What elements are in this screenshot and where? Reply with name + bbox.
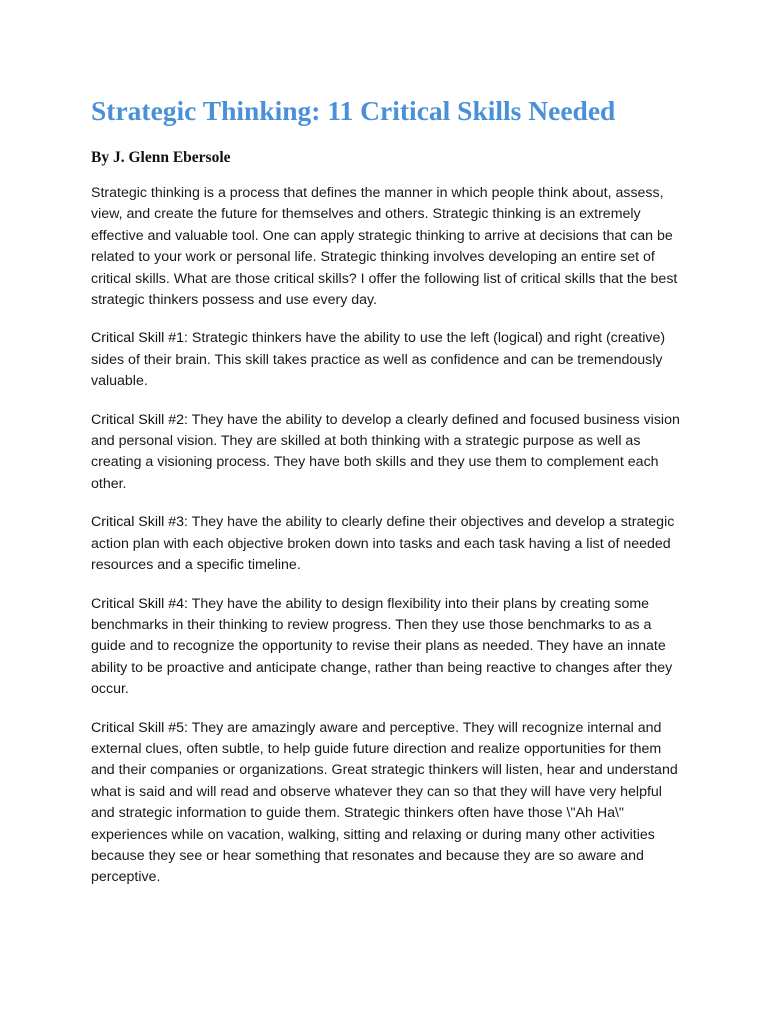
document-title: Strategic Thinking: 11 Critical Skills Needed: [91, 95, 616, 126]
critical-skill-text: Strategic thinkers have the ability to use the left (logical) and right (creative) sides of their brain. This skill takes practice as well as confidence and can be tremendously valuable.: [91, 330, 666, 390]
critical-skill-text: They have the ability to clearly define their objectives and develop a strategic action plan with each objective broken down into tasks and each task having a list of needed resources and a specific timeline.: [91, 514, 675, 574]
intro-paragraph: Strategic thinking is a process that defines the manner in which people think about, assess, view, and create the future for themselves and others. Strategic thinking is an extremely effective and valuable tool. One can apply strategic thinking to arrive at decisions that can be related to your work or personal life. Strategic thinking involves developing an entire set of critical skills. What are those critical skills? I offer the following list of critical skills that the best strategic thinkers possess and use every day.: [91, 185, 678, 309]
critical-skill-label: Critical Skill #2:: [91, 411, 188, 428]
critical-skill-label: Critical Skill #3:: [91, 514, 188, 531]
critical-skill-paragraph: [91, 718, 687, 889]
critical-skill-text: They have the ability to develop a clearly defined and focused business vision and personal vision. They are skilled at both thinking with a strategic purpose as well as creating a visioning process. They have both skills and they use them to complement each other.: [91, 411, 680, 492]
critical-skill-label: Critical Skill #5:: [91, 719, 188, 736]
critical-skill-paragraph: [91, 512, 687, 576]
critical-skill-paragraph: [91, 594, 687, 701]
document-body: [91, 183, 687, 906]
author-byline: By J. Glenn Ebersole: [91, 149, 231, 166]
critical-skill-paragraph: [91, 328, 687, 392]
critical-skill-text: They are amazingly aware and perceptive. They will recognize internal and external clues, often subtle, to help guide future direction and realize opportunities for them and their companies or organizations. Great strategic thinkers will listen, hear and understand what is said and will read and observe whatever they can so that they will have very helpful and strategic information to guide them. Strategic thinkers often have those \"Ah Ha\" experiences while on vacation, walking, sitting and relaxing or during many other activities because they see or hear something that resonates and because they are so aware and perceptive.: [91, 719, 678, 886]
critical-skill-text: They have the ability to design flexibility into their plans by creating some benchmarks in their thinking to review progress. Then they use those benchmarks to as a guide and to recognize the opportunity to revise their plans as needed. They have an innate ability to be proactive and anticipate change, rather than being reactive to changes after they occur.: [91, 595, 673, 698]
critical-skill-label: Critical Skill #1:: [91, 330, 188, 347]
critical-skill-label: Critical Skill #4:: [91, 595, 188, 612]
critical-skill-paragraph: [91, 410, 687, 496]
